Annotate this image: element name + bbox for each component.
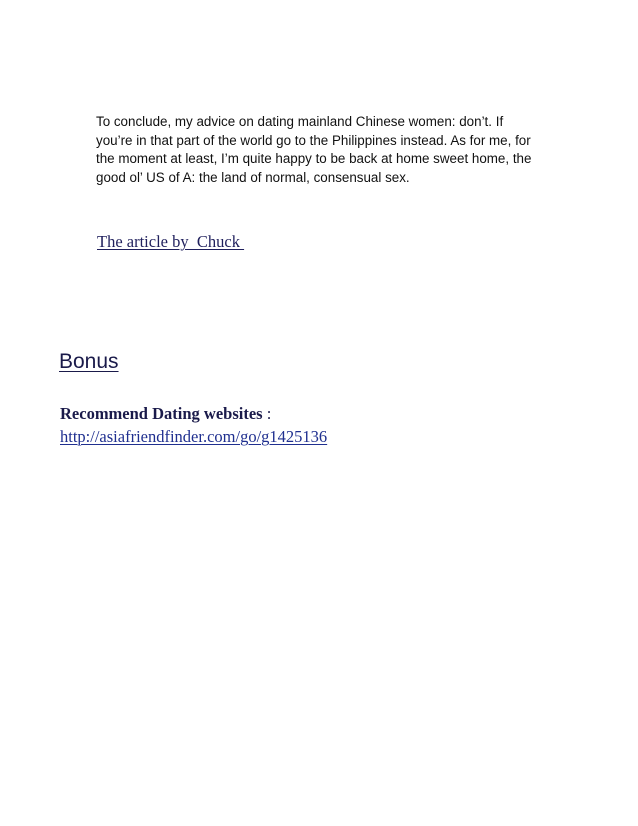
conclusion-line: To conclude, my advice on dating mainland Chinese women: don’t. If xyxy=(96,114,504,129)
recommend-separator: : xyxy=(262,404,272,423)
bonus-heading: Bonus xyxy=(59,350,119,373)
conclusion-line: good ol’ US of A: the land of normal, consensual sex. xyxy=(96,169,410,185)
conclusion-line: you’re in that part of the world go to the Philippines instead. As for me, for xyxy=(96,132,531,148)
recommend-line xyxy=(60,404,271,424)
article-author-link[interactable]: The article by Chuck xyxy=(97,232,245,251)
recommend-label: Recommend Dating websites xyxy=(60,404,263,423)
conclusion-line: the moment at least, I’m quite happy to be back at home sweet home, the xyxy=(96,151,532,166)
dating-website-link[interactable]: http://asiafriendfinder.com/go/g1425136 xyxy=(60,427,328,446)
conclusion-paragraph xyxy=(96,113,586,187)
